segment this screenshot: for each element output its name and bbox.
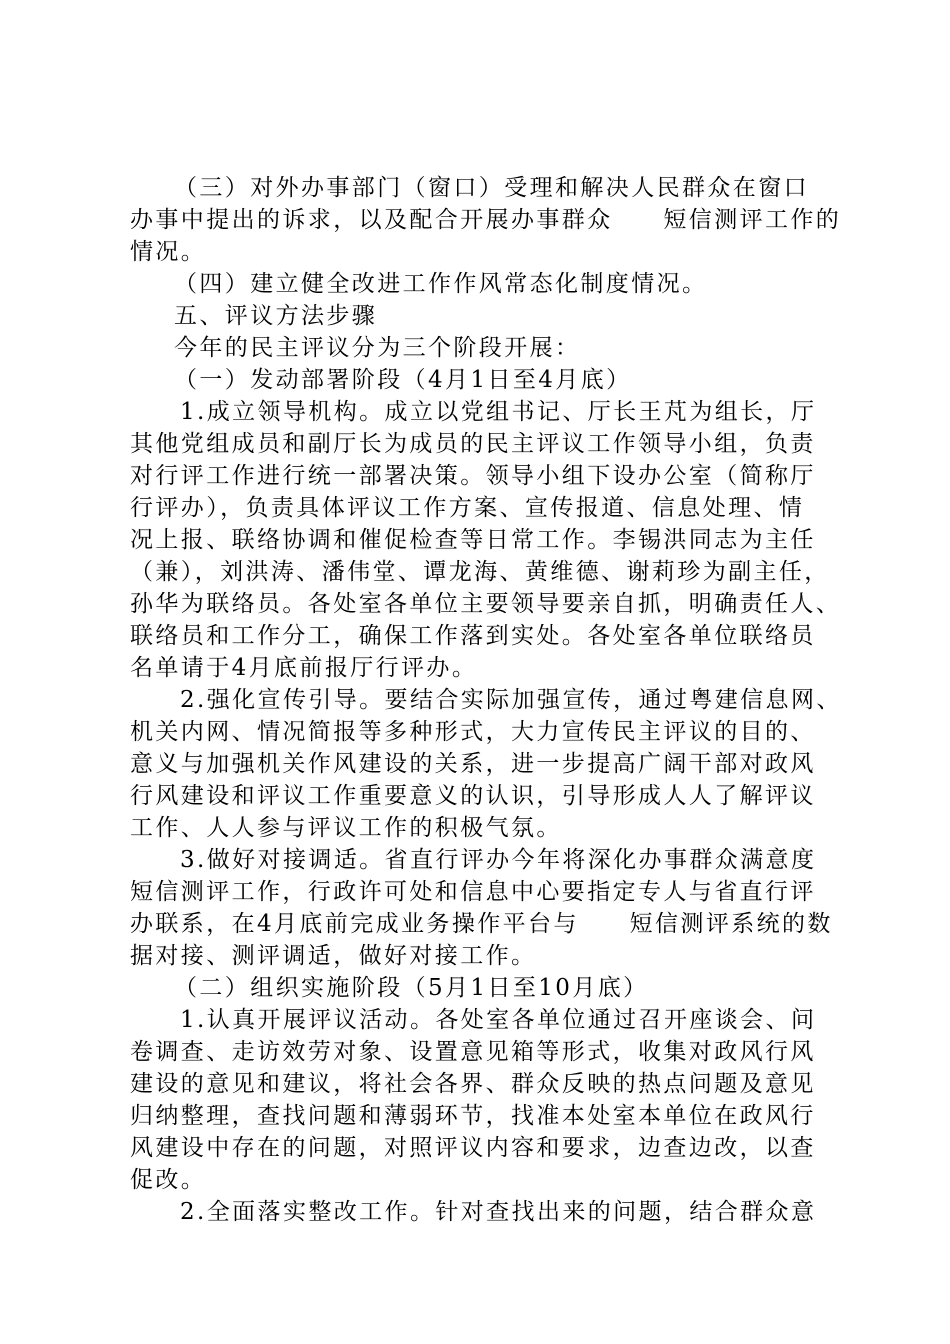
paragraph-line: （兼），刘洪涛、潘伟堂、谭龙海、黄维德、谢莉珍为副主任， — [130, 559, 830, 585]
paragraph-line: 1.成立领导机构。成立以党组书记、厅长王芃为组长，厅 — [180, 399, 817, 425]
paragraph-line: （三）对外办事部门（窗口）受理和解决人民群众在窗口 — [174, 175, 809, 201]
paragraph-line: 今年的民主评议分为三个阶段开展： — [174, 335, 581, 361]
subsection-heading: （一）发动部署阶段（4月1日至4月底） — [174, 367, 632, 393]
paragraph-line: 1.认真开展评议活动。各处室各单位通过召开座谈会、问 — [180, 1007, 817, 1033]
paragraph-line: 联络员和工作分工，确保工作落到实处。各处室各单位联络员 — [130, 623, 816, 649]
paragraph-line: 行评办），负责具体评议工作方案、宣传报道、信息处理、情 — [130, 495, 805, 521]
paragraph-line: 卷调查、走访效劳对象、设置意见箱等形式，收集对政风行风 — [130, 1039, 816, 1065]
paragraph-line: 据对接、测评调适，做好对接工作。 — [130, 943, 537, 969]
paragraph-line: 行风建设和评议工作重要意义的认识，引导形成人人了解评议 — [130, 783, 816, 809]
paragraph-line: 办事中提出的诉求，以及配合开展办事群众 短信测评工作的 — [130, 207, 842, 233]
paragraph-line: 3.做好对接调适。省直行评办今年将深化办事群众满意度 — [180, 847, 817, 873]
paragraph-line: 2.强化宣传引导。要结合实际加强宣传，通过粤建信息网、 — [180, 687, 842, 713]
paragraph-line: 意义与加强机关作风建设的关系，进一步提高广阔干部对政风 — [130, 751, 816, 777]
paragraph-line: 短信测评工作，行政许可处和信息中心要指定专人与省直行评 — [130, 879, 816, 905]
paragraph-line: 办联系，在4月底前完成业务操作平台与 短信测评系统的数 — [130, 911, 833, 937]
document-body — [130, 172, 842, 1228]
paragraph-line: 归纳整理，查找问题和薄弱环节，找准本处室本单位在政风行 — [130, 1103, 816, 1129]
subsection-heading: （二）组织实施阶段（5月1日至10月底） — [174, 975, 649, 1001]
paragraph-line: （四）建立健全改进工作作风常态化制度情况。 — [174, 271, 708, 297]
paragraph-line: 其他党组成员和副厅长为成员的民主评议工作领导小组，负责 — [130, 431, 816, 457]
paragraph-line: 对行评工作进行统一部署决策。领导小组下设办公室（简称厅 — [130, 463, 816, 489]
paragraph-line: 工作、人人参与评议工作的积极气氛。 — [130, 815, 562, 841]
paragraph-line: 孙华为联络员。各处室各单位主要领导要亲自抓，明确责任人、 — [130, 591, 842, 617]
section-heading: 五、评议方法步骤 — [174, 303, 378, 329]
paragraph-line: 情况。 — [130, 239, 207, 265]
paragraph-line: 风建设中存在的问题，对照评议内容和要求，边查边改，以查 — [130, 1135, 816, 1161]
paragraph-line: 2.全面落实整改工作。针对查找出来的问题，结合群众意 — [180, 1199, 817, 1225]
paragraph-line: 建设的意见和建议，将社会各界、群众反映的热点问题及意见 — [130, 1071, 816, 1097]
paragraph-line: 促改。 — [130, 1167, 207, 1193]
paragraph-line: 机关内网、情况简报等多种形式，大力宣传民主评议的目的、 — [130, 719, 816, 745]
paragraph-line: 名单请于4月底前报厅行评办。 — [130, 655, 478, 681]
paragraph-line: 况上报、联络协调和催促检查等日常工作。李锡洪同志为主任 — [130, 527, 816, 553]
